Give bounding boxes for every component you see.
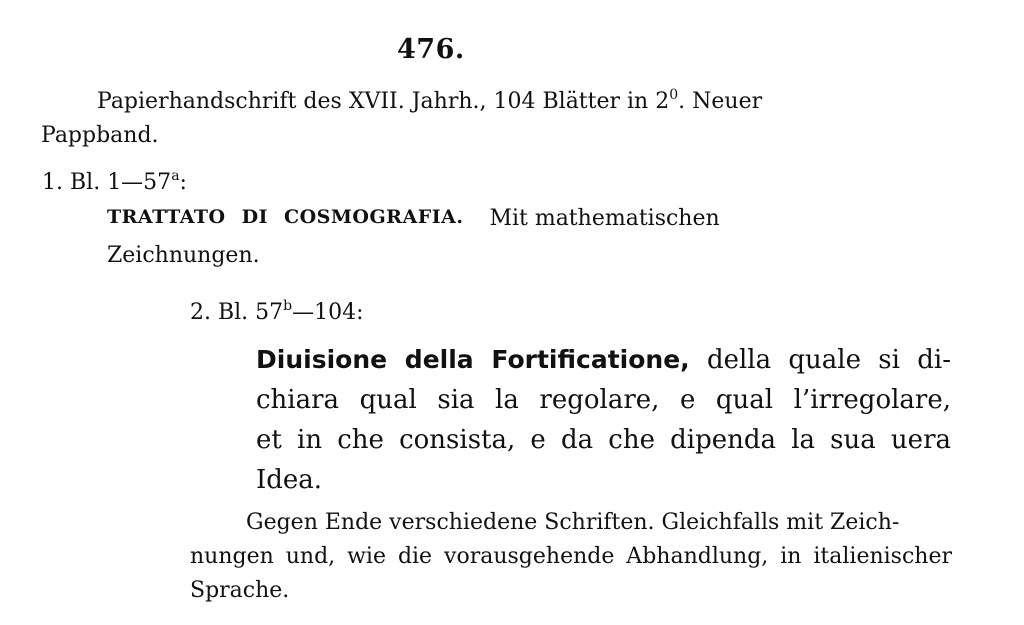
entry-2-range: 2. Bl. 57 (190, 300, 284, 325)
entry-1-range-superscript: a (171, 168, 180, 184)
format-superscript: 0 (669, 87, 679, 103)
entry-1-marker: 1. (42, 170, 63, 195)
entry-2-title-line-4: Idea. (256, 465, 323, 495)
entry-1-range: Bl. 1—57 (70, 170, 172, 195)
entry-2-title-line-1 (256, 340, 951, 380)
entry-1-description: Mit mathematischen (489, 206, 720, 231)
description-text: Papierhandschrift des XVII. Jahrh., 104 Blätter in 2 (97, 89, 670, 114)
manuscript-description-line-2: Pappband. (41, 123, 159, 148)
closing-note-line-2: nungen und, wie die vorausgehende Abhandlung, in italienischer (190, 544, 952, 569)
entry-2-title-line-3: et in che consista, e da che dipenda la sua uera (256, 425, 951, 455)
entry-1-title-word: DI (241, 206, 268, 228)
closing-note-line-1: Gegen Ende verschiedene Schriften. Gleichfalls mit Zeich- (246, 510, 900, 535)
entry-2-range-superscript: b (283, 298, 293, 314)
entry-2-title-rest: della quale si di- (706, 345, 951, 375)
entry-2-title-line-2: chiara qual sia la regolare, e qual l’irregolare, (256, 385, 951, 415)
entry-1-title-word: TRATTATO (107, 206, 226, 228)
entry-1-range-suffix: : (179, 170, 187, 195)
entry-1-description-line-2: Zeichnungen. (107, 243, 260, 268)
page-number: 476. (397, 34, 465, 65)
closing-note (190, 506, 952, 608)
entry-1-title-word: COSMOGRAFIA. (283, 206, 464, 228)
entry-1-title-line (107, 208, 720, 230)
entry-2-title-bold: Diuisione della Fortificatione, (256, 345, 690, 374)
entry-2-heading (190, 298, 364, 325)
entry-2-title-block (256, 340, 951, 500)
manuscript-description-line-1 (97, 87, 763, 114)
entry-1-heading (42, 168, 187, 195)
entry-2-range-suffix: —104: (292, 300, 364, 325)
closing-note-line-3: Sprache. (190, 578, 290, 603)
description-text-end: . Neuer (678, 89, 763, 114)
